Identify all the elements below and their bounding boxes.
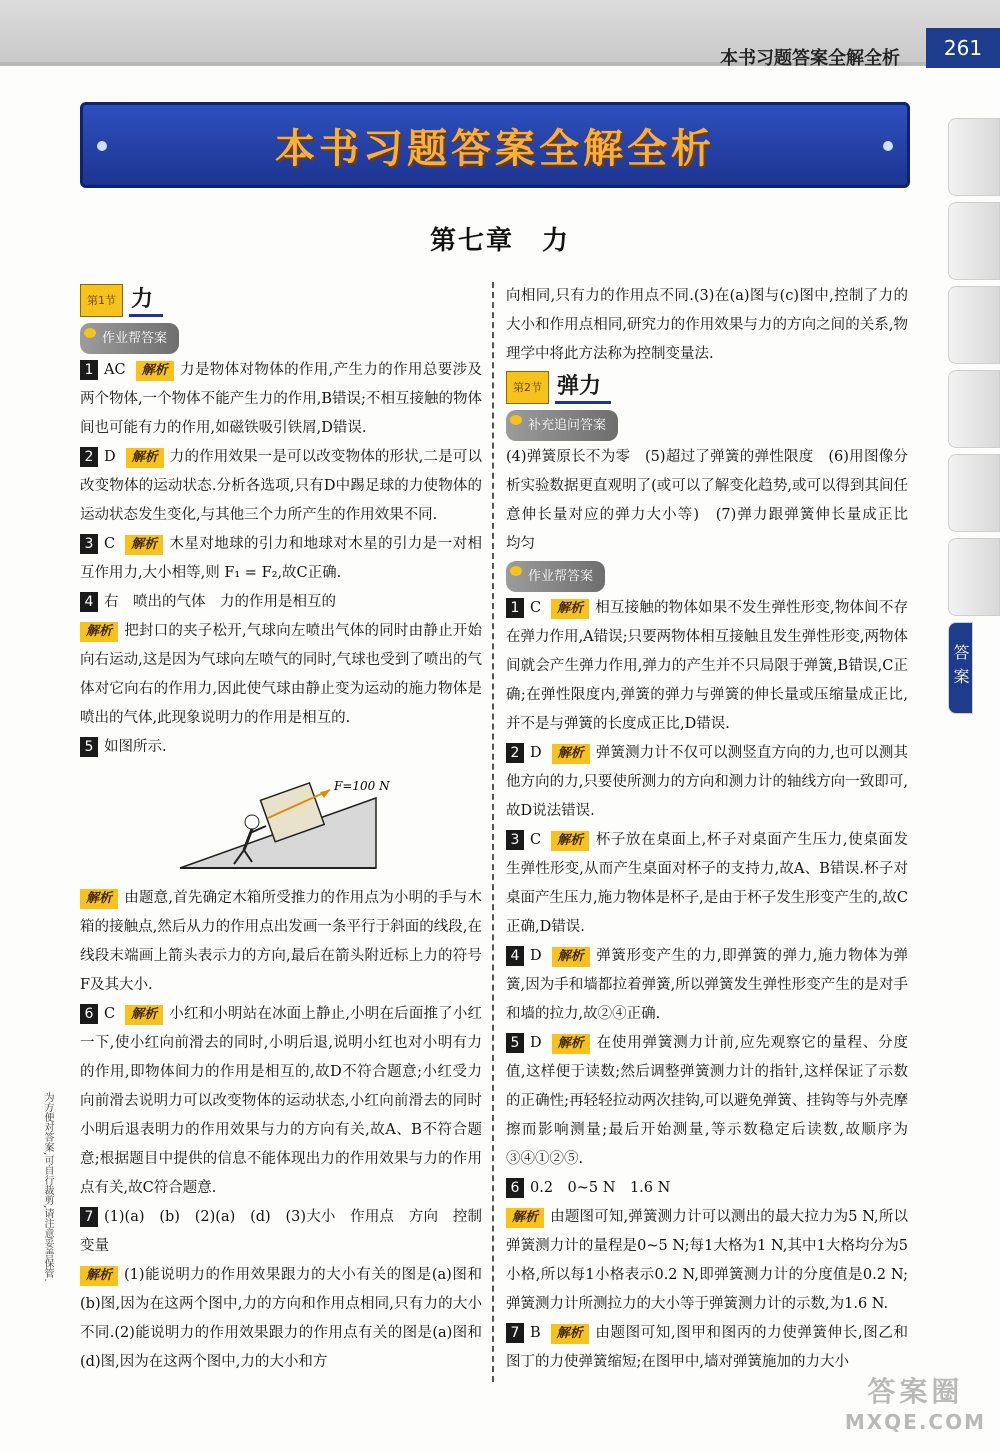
analysis-label: 解析 [551, 1324, 589, 1344]
analysis-text: 弹簧测力计不仅可以测竖直方向的力,也可以测其他方向的力,只要使所测力的方向和测力计的轴线方向一致即可,故D说法错误. [506, 745, 908, 819]
item-number: 1 [80, 360, 98, 380]
answer: C [104, 536, 116, 552]
section-tag: 第2节 [506, 371, 549, 404]
cut-note: 为方便对答案,可自行裁剪,请注意妥善保管. [42, 1092, 53, 1282]
item-number: 3 [506, 830, 524, 850]
homework-ribbon: 作业帮答案 [506, 561, 605, 592]
answer: 0.2 0~5 N 1.6 N [530, 1180, 671, 1196]
item-number: 5 [506, 1033, 524, 1053]
section-name: 弹力 [555, 372, 611, 404]
answer-item [506, 942, 908, 1029]
analysis-label: 解析 [552, 744, 590, 764]
column-divider [492, 282, 494, 1382]
header-title: 本书习题答案全解全析 [720, 48, 900, 69]
section-heading [506, 371, 908, 404]
analysis-label: 解析 [125, 535, 163, 555]
section-name: 力 [129, 285, 163, 317]
answer-item [506, 1174, 908, 1203]
item-number: 7 [80, 1207, 98, 1227]
incline-figure [80, 768, 482, 880]
incline-diagram [80, 768, 482, 880]
chapter-title: 第七章 力 [429, 226, 570, 256]
analysis-paragraph [80, 1261, 482, 1377]
answer-item [80, 733, 482, 762]
analysis-label: 解析 [506, 1208, 544, 1228]
side-tab[interactable] [948, 538, 1000, 616]
item-number: 4 [80, 592, 98, 612]
analysis-label: 解析 [126, 448, 164, 468]
side-tab-answers[interactable]: 答案 [948, 622, 973, 714]
answer-item [506, 739, 908, 826]
analysis-label: 解析 [125, 1005, 163, 1025]
answer: D [530, 745, 542, 761]
item-number: 7 [506, 1323, 524, 1343]
answer: C [530, 832, 542, 848]
side-tab[interactable] [948, 118, 1000, 196]
item-number: 2 [506, 743, 524, 763]
title-banner [80, 102, 910, 188]
analysis-text: 把封口的夹子松开,气球向左喷出气体的同时由静止开始向右运动,这是因为气球向左喷气的同时,气球也受到了喷出的气体对它向右的作用力,因此使气球由静止变为运动的施力物体是喷出的气体,此现象说明力的作用是相互的. [80, 623, 482, 726]
homework-ribbon: 作业帮答案 [80, 323, 179, 354]
answer-item [80, 530, 482, 588]
answer: D [104, 449, 116, 465]
analysis-text: 小红和小明站在冰面上静止,小明在后面推了小红一下,使小红向前滑去的同时,小明后退,说明小红也对小明有力的作用,即物体间力的作用是相互的,故D不符合题意;小红受力向前滑去说明力可以改变物体的运动状态,小红向前滑去的同时小明后退表明力的作用效果与力的方向有关,故A、B不符合题意;根据题目中提供的信息不能体现出力的作用效果与力的作用点有关,故C符合题意. [80, 1006, 482, 1196]
answer: B [530, 1325, 541, 1341]
watermark-line: 答案圈 [867, 1375, 964, 1408]
answer-item [80, 588, 482, 617]
answer-item [506, 1029, 908, 1174]
analysis-text: (1)能说明力的作用效果跟力的大小有关的图是(a)图和(b)图,因为在这两个图中,力的方向和作用点相同,只有力的大小不同.(2)能说明力的作用效果跟力的作用点有关的图是(a)图和(d)图,因为在这两个图中,力的大小和方 [80, 1267, 482, 1370]
banner-title: 本书习题答案全解全析 [275, 125, 715, 172]
analysis-text: 由题图可知,图甲和图丙的力使弹簧伸长,图乙和图丁的力使弹簧缩短;在图甲中,墙对弹簧施加的力大小 [506, 1325, 908, 1370]
answer: (1)(a) (b) (2)(a) (d) (3)大小 作用点 方向 控制变量 [80, 1209, 482, 1254]
analysis-label: 解析 [551, 831, 589, 851]
watermark-line: MXQE.COM [844, 1410, 986, 1434]
answer-item [506, 1319, 908, 1377]
arrow-head [320, 790, 330, 798]
side-tab[interactable] [948, 286, 1000, 364]
banner-dot [883, 141, 893, 151]
answer: D [530, 948, 542, 964]
section-heading [80, 284, 482, 317]
analysis-text: 由题意,首先确定木箱所受推力的作用点为小明的手与木箱的接触点,然后从力的作用点出发画一条平行于斜面的线段,在线段末端画上箭头表示力的方向,最后在箭头附近标上力的符号F及其大小. [80, 890, 482, 993]
answer: AC [104, 362, 126, 378]
analysis-label: 解析 [552, 1034, 590, 1054]
item-number: 4 [506, 946, 524, 966]
item-number: 3 [80, 534, 98, 554]
analysis-paragraph [80, 617, 482, 733]
item-number: 1 [506, 598, 524, 618]
answer-item [80, 356, 482, 443]
answer-item [80, 443, 482, 530]
right-column [506, 282, 923, 1377]
analysis-label: 解析 [80, 889, 118, 909]
item-number: 5 [80, 737, 98, 757]
force-label: F=100 N [334, 779, 390, 793]
analysis-text: 在使用弹簧测力计前,应先观察它的量程、分度值,这样便于读数;然后调整弹簧测力计的指针,这样保证了示数的正确性;再轻轻拉动两次挂钩,可以避免弹簧、挂钩等与外壳摩擦而影响测量;最后开始测量,等示数稳定后读数,故顺序为③④①②⑤. [506, 1035, 908, 1167]
analysis-label: 解析 [80, 622, 118, 642]
side-tab[interactable] [948, 454, 1000, 532]
analysis-paragraph [506, 1203, 908, 1319]
side-tab[interactable] [948, 370, 1000, 448]
analysis-label: 解析 [551, 599, 589, 619]
answer-item [506, 594, 908, 739]
analysis-label: 解析 [80, 1266, 118, 1286]
analysis-text: 由题图可知,弹簧测力计可以测出的最大拉力为5 N,所以弹簧测力计的量程是0~5 N;每1大格为1 N,其中1大格均分为5小格,所以每1小格表示0.2 N,即弹簧测力计的分度值是0.2 N;弹簧测力计所测拉力的大小等于弹簧测力计的示数,为1.6 N. [506, 1209, 908, 1312]
analysis-text: 木星对地球的引力和地球对木星的引力是一对相互作用力,大小相等,则 F₁ = F₂,故C正确. [80, 536, 482, 581]
left-column [80, 282, 482, 1377]
banner-dot [97, 141, 107, 151]
analysis-paragraph [80, 884, 482, 1000]
item-number: 6 [506, 1178, 524, 1198]
answer-item [506, 826, 908, 942]
page-number: 261 [926, 28, 1000, 68]
analysis-text: 力是物体对物体的作用,产生力的作用总要涉及两个物体,一个物体不能产生力的作用,B错误;不相互接触的物体间也可能有力的作用,如磁铁吸引铁屑,D错误. [80, 362, 482, 436]
continued-text: 向相同,只有力的作用点不同.(3)在(a)图与(c)图中,控制了力的大小和作用点相同,研究力的作用效果与力的方向之间的关系,物理学中将此方法称为控制变量法. [506, 288, 908, 362]
analysis-text: 弹簧形变产生的力,即弹簧的弹力,施力物体为弹簧,因为手和墙都拉着弹簧,所以弹簧发生弹性形变产生的是对手和墙的拉力,故②④正确. [506, 948, 908, 1022]
analysis-label: 解析 [136, 361, 174, 381]
item-number: 6 [80, 1004, 98, 1024]
section-tag: 第1节 [80, 284, 123, 317]
person-head [245, 815, 259, 829]
answer-item [80, 1203, 482, 1261]
answer: 如图所示. [104, 739, 167, 755]
supplement-ribbon: 补充追问答案 [506, 410, 618, 441]
supplement-text: (4)弹簧原长不为零 (5)超过了弹簧的弹性限度 (6)用图像分析实验数据更直观明了(或可以了解变化趋势,或可以得到其间任意伸长量对应的弹力大小等) (7)弹力跟弹簧伸长量成正比 均匀 [506, 449, 923, 552]
analysis-text: 杯子放在桌面上,杯子对桌面产生压力,使桌面发生弹性形变,从而产生桌面对杯子的支持力,故A、B错误.杯子对桌面产生压力,施力物体是杯子,是由于杯子发生形变产生的,故C正确,D错误. [506, 832, 908, 935]
analysis-text: 力的作用效果一是可以改变物体的形状,二是可以改变物体的运动状态.分析各选项,只有D中踢足球的力使物体的运动状态发生变化,与其他三个力所产生的作用效果不同. [80, 449, 482, 523]
watermark [845, 1370, 986, 1434]
analysis-label: 解析 [552, 947, 590, 967]
side-tabs [948, 118, 1000, 720]
answer: C [530, 600, 542, 616]
answer-item [80, 1000, 482, 1203]
analysis-text: 相互接触的物体如果不发生弹性形变,物体间不存在弹力作用,A错误;只要两物体相互接触且发生弹性形变,两物体间就会产生弹力作用,弹力的产生并不只局限于弹簧,B错误,C正确;在弹性限度内,弹簧的弹力与弹簧的伸长量或压缩量成正比,并不是与弹簧的长度成正比,D错误. [506, 600, 908, 732]
answer: D [530, 1035, 542, 1051]
answer: C [104, 1006, 116, 1022]
item-number: 2 [80, 447, 98, 467]
answer: 右 喷出的气体 力的作用是相互的 [104, 594, 336, 610]
